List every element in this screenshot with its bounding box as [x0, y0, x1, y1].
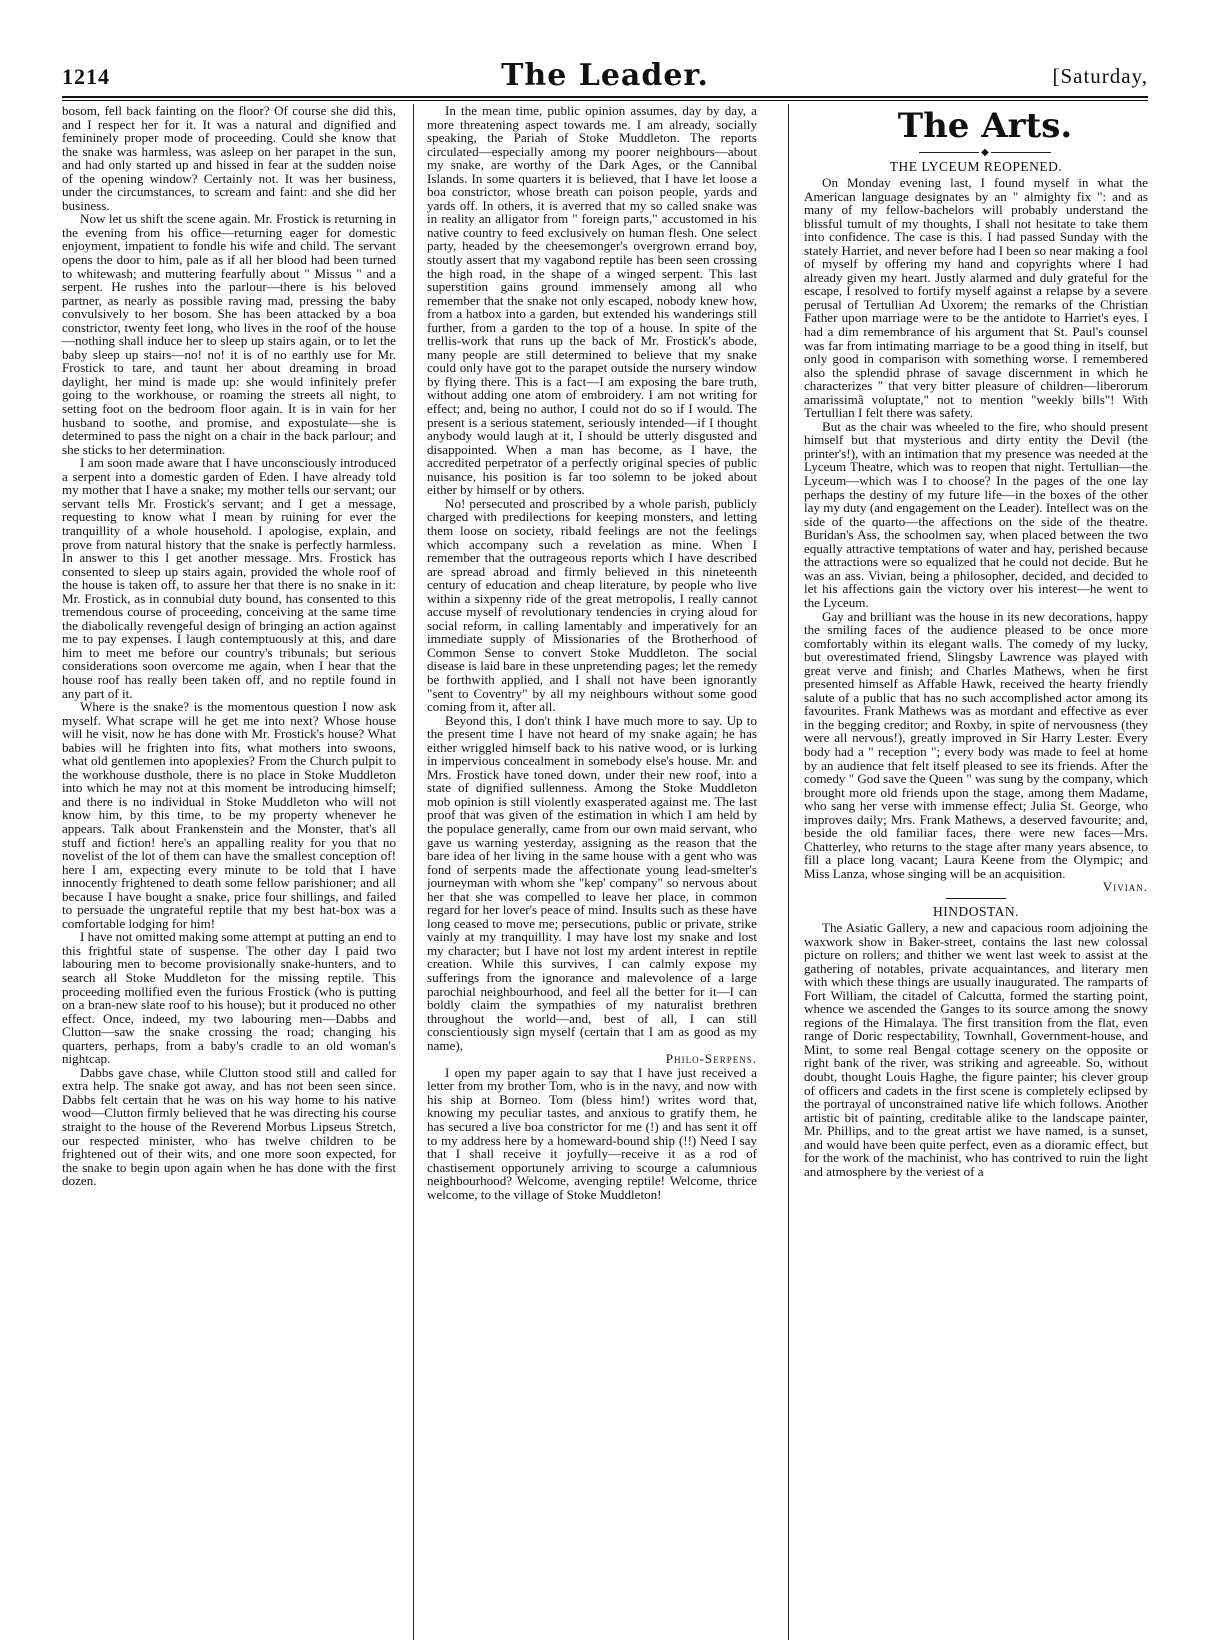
column-2	[427, 104, 757, 1634]
issue-day: [Saturday,	[1052, 64, 1148, 88]
section-title-arts: The Arts.	[897, 106, 1073, 146]
signature-vivian: Vivian.	[1102, 879, 1148, 895]
header-rule	[62, 96, 1148, 98]
signature-philo-serpens: Philo-Serpens.	[665, 1051, 757, 1067]
heading-hindostan: HINDOSTAN.	[932, 903, 1020, 919]
column-divider	[788, 104, 789, 1640]
ornament-divider: ◆	[804, 148, 1148, 158]
paragraph: bosom, fell back fainting on the floor? Of course she did this, and I respect her for it. It was a natural and dignified and femininely proper mode of proceeding. Could she know that the snake was harmless, was asleep on her parapet in the sun, and had only started up and hissed in fear at the sudden noise of the opening window? Certainly not. It was her business, under the circumstances, to scream and faint: and she did her business.	[62, 104, 396, 213]
paragraph: No! persecuted and proscribed by a whole parish, publicly charged with predilections for keeping monsters, and letting them loose on society, ribald feelings are not the feelings which accompany such a revelation as mine. When I remember that the outrageous reports which I have described are spread abroad and firmly believed in this nineteenth century of education and cheap literature, by people who live within a sixpenny ride of the great metropolis, I really cannot accuse myself of revolutionary tendencies in crying aloud for social reform, in calling lamentably and imperatively for an immediate supply of Missionaries of the Brotherhood of Common Sense to convert Stoke Muddleton. The social disease is laid bare in these unpretending pages; let the remedy be forthwith applied, and I shall not have been ignorantly "sent to Coventry" by all my neighbours without some good coming from it, after all.	[427, 495, 757, 715]
paragraph: Now let us shift the scene again. Mr. Frostick is returning in the evening from his office—returning eager for domestic enjoyment, impatient to fondle his wife and child. The servant opens the door to him, pale as if all her blood had been turned to whitewash; and muttering fearfully about " Missus " and a serpent. He rushes into the parlour—there is his beloved partner, as nearly as possible raving mad, pressing the baby convulsively to her bosom. She has been attacked by a boa constrictor, twenty feet long, who lives in the roof of the house—nothing shall induce her to sleep up stairs again, or to let the baby sleep up stairs—no! no! it is of no earthly use for Mr. Frostick to tare, and taunt her about dreaming in broad daylight, her mind is made up: she would infinitely prefer going to the workhouse, or roaming the streets all night, to setting foot on the bedroom floor again. It is in vain for her husband to soothe, and promise, and expostulate—she is determined to pass the night on a chair in the back parlour; and she sticks to her determination.	[62, 211, 396, 457]
paragraph: On Monday evening last, I found myself in what the American language designates by an " almighty fix ": and as many of my fellow-bachelors will probably understand the blissful tumult of my thoughts, I shall not hesitate to take them into confidence. The case is this. I had passed Sunday with the stately Harriet, and never before had I been so near making a fool of myself by offering my hand and copyrights where I had already given my heart. Justly alarmed and duly grateful for the escape, I resolved to fortify myself against a relapse by a severe perusal of Tertullian Ad Uxorem; the remarks of the Christian Father upon marriage were to be the antidote to Harriet's eyes. I had a dim remembrance of his argument that St. Paul's counsel was far from intimating marriage to be a good thing in itself, but only good in comparison with something worse. I remembered also the splendid phrase of savage discernment in which he characterizes " that very bitter pleasure of children—liberorum amarissimâ voluptate," not to mention "weekly bills"! With Tertullian I felt there was safety.	[804, 175, 1148, 421]
paragraph: I open my paper again to say that I have just received a letter from my brother Tom, who is in the navy, and now with his ship at Borneo. Tom (bless him!) writes word that, knowing my peculiar tastes, and anxious to gratify them, he has secured a live boa constrictor for me (!) and has sent it off to my address here by a homeward-bound ship (!!) Need I say that I shall receive it joyfully—receive it as a rod of chastisement opportunely arriving to scourge a calumnious neighbourhood? Welcome, avenging reptile! Welcome, thrice welcome, to the village of Stoke Muddleton!	[427, 1064, 757, 1202]
page-number: 1214	[62, 64, 110, 89]
paragraph: Dabbs gave chase, while Clutton stood still and called for extra help. The snake got away, and has not been seen since. Dabbs felt certain that he was on his way home to his native wood—Clutton firmly believed that he was directing his course straight to the house of the Reverend Morbus Lipseus Stretch, our respected minister, who has twelve children to be frightened out of their wits, and one more soon expected, for the snake to begin upon again when he has done with the first dozen.	[62, 1064, 396, 1189]
paragraph: But as the chair was wheeled to the fire, who should present himself but that mysterious and dirty entity the Devil (the printer's!), with an intimation that my presence was needed at the Lyceum Theatre, which was to reopen that night. Tertullian—the Lyceum—which was I to choose? In the pages of the one lay perhaps the destiny of my future life—in the boxes of the other lay my duty (and engagement on the Leader). Intellect was on the side of the quarto—the affections on the side of the theatre. Buridan's Ass, the schoolmen say, when placed between the two equally attractive temptations of water and hay, perished because the attractions were so equalized that he could not decide. But he was an ass. Vivian, being a philosopher, decided, and decided to let his affections gain the victory over his interest—he went to the Lyceum.	[804, 418, 1148, 610]
column-1	[62, 104, 396, 1634]
paragraph: Where is the snake? is the momentous question I now ask myself. What scrape will he get me into next? Whose house will he visit, now he has done with Mr. Frostick's house? What babies will he frighten into fits, what mothers into swoons, what old gentlemen into apoplexies? From the Church pulpit to the workhouse dusthole, there is no place in Stoke Muddleton into which he may not at this moment be introducing himself; and there is no individual in Stoke Muddleton who will not know him, by this time, to be my property whenever he appears. Talk about Frankenstein and the Monster, that's all stuff and fiction! here's an appalling reality for you that no novelist of the lot of them can have the smallest conception of! here I am, expecting every minute to be told that I have innocently frightened to death some fellow parishioner; and all because I have bought a snake, price four shillings, and failed to persuade the ungrateful reptile that my best hat-box was a comfortable lodging for him!	[62, 699, 396, 931]
paragraph: The Asiatic Gallery, a new and capacious room adjoining the waxwork show in Baker-street, contains the last new colossal picture on rollers; and thither we went last week to assist at the gathering of notables, private acquaintances, and literary men with which these things are usually inaugurated. The ramparts of Fort William, the citadel of Calcutta, formed the starting point, whence we ascended the Ganges to its source among the snowy regions of the Himalaya. The first transition from the flat, even range of Doric respectability, Townhall, Government-house, and Mint, to some real Bengal cottage scenery on the opposite or right bank of the river, was striking and agreeable. So, without doubt, thought Louis Haghe, the figure painter; his clever group of officers and cadets in the first scene is completely eclipsed by the portrayal of unconstrained native life which follows. Another artistic bit of painting, creditable alike to the landscape painter, Mr. Phillips, and to the great artist we have named, is a sunset, and would have been quite perfect, even as a dioramic effect, but for the work of the machinist, who has contrived to ruin the light and atmosphere by the veriest of a	[804, 919, 1148, 1179]
paragraph: I have not omitted making some attempt at putting an end to this frightful state of suspense. The other day I paid two labouring men to become provisionally snake-hunters, and to search all Stoke Muddleton for the missing reptile. This proceeding mollified even the furious Frostick (who is putting on a bran-new slate roof to his house); but it produced no other effect. Once, indeed, my two labouring men—Dabbs and Clutton—saw the snake crossing the road; changing his quarters, perhaps, from a baby's cradle to an old woman's nightcap.	[62, 929, 396, 1067]
page-header	[62, 58, 1148, 98]
header-rule-thin	[62, 100, 1148, 101]
paragraph: Beyond this, I don't think I have much more to say. Up to the present time I have not heard of my snake again; he has either wriggled himself back to his native wood, or is lurking in impervious concealment in somebody else's house. Mr. and Mrs. Frostick have toned down, under their new roof, into a state of dignified sullenness. Among the Stoke Muddleton mob opinion is still violently exasperated against me. The last proof that was given of the estimation in which I am held by the populace generally, came from our own maid servant, who gave us warning yesterday, assigning as the reason that the bare idea of her living in the same house with a gent who was fond of serpents made the affectionate young lead-smelter's journeyman with whom she "kep' company" so nervous about her that she was compelled to leave her place, in common regard for her lover's peace of mind. Insults such as these have long ceased to move me; persecutions, public or private, strike vainly at my tranquillity. I may have lost my snake and lost my character; but I have not lost my ardent interest in reptile creation. While this survives, I can calmly expose my sufferings from the ignorance and malevolence of a large parochial neighbourhood, and feel all the better for it—I can boldly claim the sympathies of my naturalist brethren throughout the world—and, best of all, I can still conscientiously sign myself (certain that I am as good as my name),	[427, 712, 757, 1053]
column-3	[804, 104, 1148, 1634]
masthead-title: The Leader.	[501, 58, 709, 93]
paragraph: Gay and brilliant was the house in its new decorations, happy the smiling faces of the audience pleased to be once more comfortably within its elegant walls. The comedy of my lucky, but overestimated friend, Slingsby Lawrence was played with great verve and finish; and Charles Mathews, when he first presented himself as Affable Hawk, received the hearty friendly salute of a public that has no such accomplished actor among its favourites. Frank Mathews was as mordant and effective as ever in the begging creditor; and Roxby, in spite of nervousness (they were all nervous!), greatly improved in Sir Harry Lester. Every body had a " reception "; every body was made to feel at home by an audience that felt itself pleased to see its friends. After the comedy " God save the Queen " was sung by the company, which brought more old friends upon the stage, among them Madame, who sang her verse with immense effect; Julia St. George, who improves daily; Mrs. Frank Mathews, a deserved favourite; and, beside the old familiar faces, there were new faces—Mrs. Chatterley, who returns to the stage after many years absence, to fill a place long vacant; Laura Keene from the Olympic; and Miss Lanza, whose singing will be an acquisition.	[804, 608, 1148, 881]
paragraph: In the mean time, public opinion assumes, day by day, a more threatening aspect towards me. I am already, socially speaking, the Pariah of Stoke Muddleton. The reports circulated—especially among my poorer neighbours—about my snake, are worthy of the Dark Ages, or the Cannibal Islands. In some quarters it is believed, that I have let loose a boa constrictor, whose breath can poison people, yards and yards off. In others, it is averred that my so called snake was in reality an alligator from " foreign parts," accustomed in his native country to feed exclusively on human flesh. One select party, headed by the cheesemonger's overgrown errand boy, stoutly assert that my vagabond reptile has been seen crossing the high road, in the shape of a winged serpent. This last superstition gains ground immensely among all who remember that the snake not only escaped, nobody knew how, from a hatbox into a garden, but extended his wanderings still further, from a garden to the top of a house. In spite of the trellis-work that runs up the back of Mr. Frostick's abode, many people are still determined to believe that my snake could only have got to the parapet outside the nursery window by flying there. This is a fact—I am exposing the bare truth, without adding one atom of embroidery. I am not writing for effect; and, being no author, I could not do so if I would. The present is a serious statement, seriously intended—if I thought anybody would laugh at it, I should be utterly disgusted and disappointed. When a man has become, as I have, the accredited perpetrator of a perfectly original species of public nuisance, his position is far too solemn to be joked about either by himself or by others.	[427, 104, 757, 498]
paragraph: I am soon made aware that I have unconsciously introduced a serpent into a domestic garden of Eden. I have already told my mother that I have a snake; my mother tells our servant; our servant tells Mr. Frostick's servant; and I get a message, requesting to know what I mean by ruining for ever the tranquillity of a whole household. I apologise, explain, and prove from natural history that the snake is perfectly harmless. In answer to this I get another message. Mrs. Frostick has consented to sleep up stairs again, provided the whole roof of the house is taken off, to assure her that there is no snake in it: Mr. Frostick, as in connubial duty bound, has consented to this tremendous course of proceeding, conceiving at the same time the diabolically revengeful design of bringing an action against me to pay expenses. I laugh contemptuously at this, and dare him to meet me before our country's tribunals; but serious considerations soon overcome me again, when I hear that the house roof has really been taken off, and no reptile found in any part of it.	[62, 455, 396, 701]
short-rule	[946, 898, 1006, 899]
column-divider	[413, 104, 414, 1640]
heading-lyceum: THE LYCEUM REOPENED.	[889, 159, 1063, 174]
